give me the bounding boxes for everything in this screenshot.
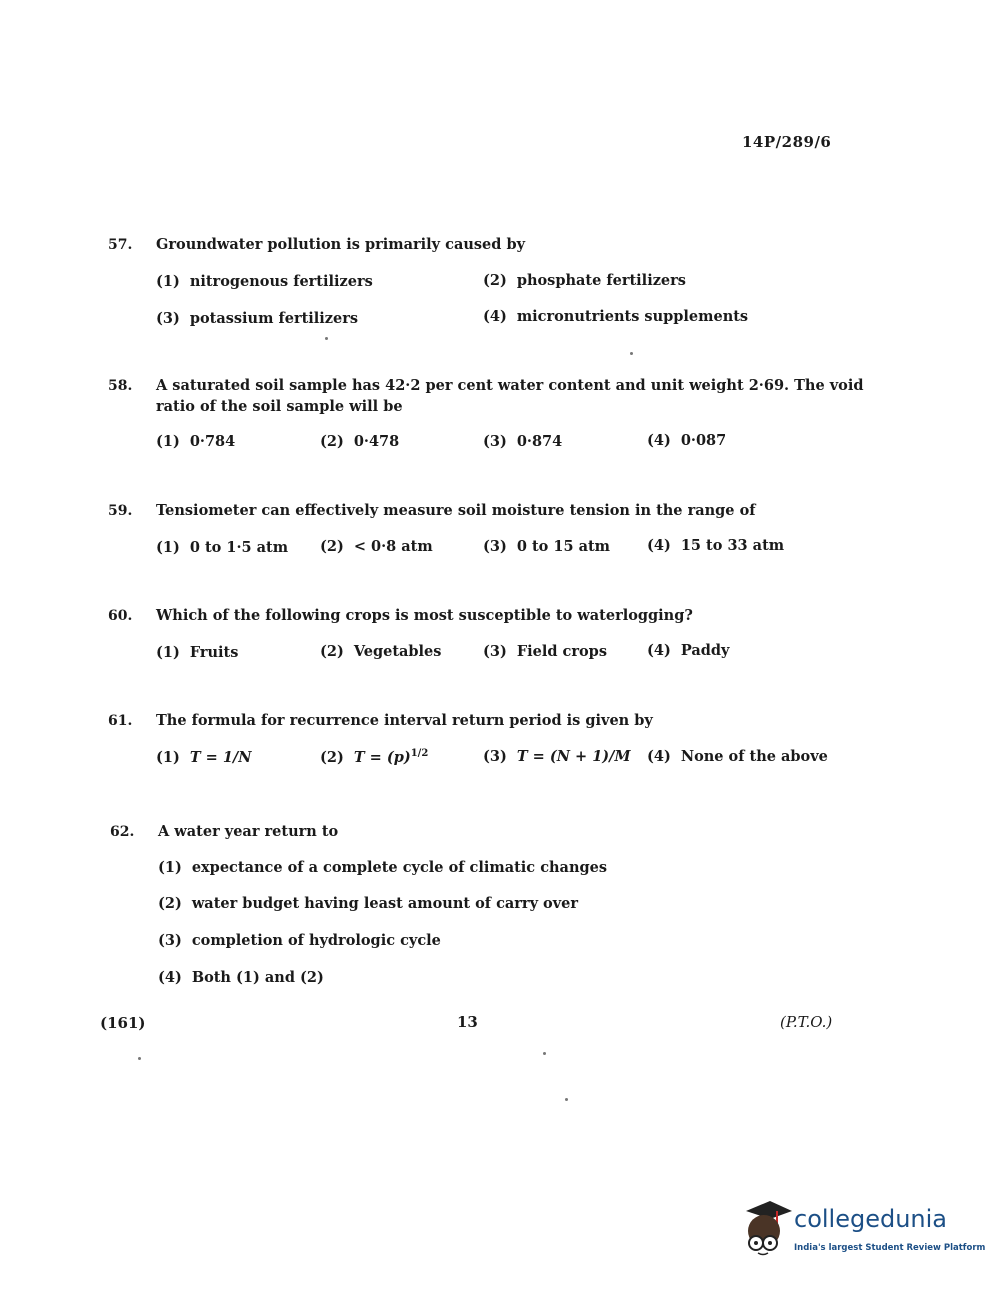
option-text: Fruits: [189, 644, 239, 661]
scan-speck: [138, 1057, 141, 1060]
option: [320, 748, 428, 766]
option: [158, 895, 578, 912]
option-number: (1): [156, 749, 180, 766]
question-number: 57.: [108, 237, 133, 253]
option: [158, 969, 324, 986]
option: [483, 538, 610, 555]
question-text: ratio of the soil sample will be: [156, 398, 403, 415]
option: [483, 433, 562, 450]
logo-tagline: India's largest Student Review Platform: [794, 1243, 986, 1253]
option: [158, 932, 441, 949]
option-number: (4): [647, 748, 671, 765]
formula-exponent: 1/2: [410, 748, 429, 759]
option: [483, 643, 607, 660]
option-text: potassium fertilizers: [189, 310, 359, 327]
mascot-icon: [736, 1197, 792, 1259]
paper-code: 14P/289/6: [742, 133, 832, 151]
option-number: (2): [320, 538, 344, 555]
option-text: 0·874: [516, 433, 563, 450]
pto-note: (P.T.O.): [780, 1013, 833, 1031]
question-text: The formula for recurrence interval return period is given by: [156, 712, 653, 729]
option-text: nitrogenous fertilizers: [189, 273, 373, 290]
option-text: 0·478: [353, 433, 400, 450]
footer-code: (161): [100, 1014, 146, 1032]
option: [156, 749, 252, 766]
option-number: (2): [320, 643, 344, 660]
option: [156, 539, 288, 556]
option: [320, 433, 399, 450]
option-number: (3): [483, 538, 507, 555]
option: [483, 308, 748, 325]
option-text: 0 to 1·5 atm: [189, 539, 289, 556]
option-text: < 0·8 atm: [353, 538, 433, 555]
option-number: (3): [483, 643, 507, 660]
option: [156, 644, 238, 661]
option-number: (1): [158, 859, 182, 876]
option: [483, 748, 631, 765]
question-text: A saturated soil sample has 42·2 per cent water content and unit weight 2·69. The void: [156, 377, 864, 394]
option-number: (1): [156, 644, 180, 661]
option-text: 0·087: [680, 432, 727, 449]
option-number: (4): [158, 969, 182, 986]
option-text: 0 to 15 atm: [516, 538, 611, 555]
option-text: Vegetables: [353, 643, 442, 660]
logo-name: collegedunia: [794, 1205, 948, 1233]
option-text: 0·784: [189, 433, 236, 450]
option: [156, 433, 235, 450]
page-number: 13: [457, 1013, 478, 1031]
option-formula: T = (p): [353, 748, 411, 766]
option: [320, 538, 433, 555]
option-text: Both (1) and (2): [191, 969, 324, 986]
option-number: (2): [483, 272, 507, 289]
option-number: (1): [156, 273, 180, 290]
option: [647, 432, 726, 449]
option-text: completion of hydrologic cycle: [191, 932, 441, 949]
option: [156, 310, 358, 327]
collegedunia-logo: [736, 1197, 986, 1267]
question-number: 59.: [108, 503, 133, 519]
scan-speck: [565, 1098, 568, 1101]
option-text: phosphate fertilizers: [516, 272, 686, 289]
option-number: (3): [483, 433, 507, 450]
question-number: 62.: [110, 824, 135, 840]
option-number: (4): [647, 537, 671, 554]
question-number: 60.: [108, 608, 133, 624]
option: [156, 273, 373, 290]
option-number: (1): [156, 539, 180, 556]
option-text: micronutrients supplements: [516, 308, 749, 325]
option-number: (4): [483, 308, 507, 325]
scan-speck: [630, 352, 633, 355]
scan-speck: [325, 337, 328, 340]
option-formula: T = (N + 1)/M: [516, 748, 631, 765]
option-number: (2): [320, 433, 344, 450]
option: [320, 643, 441, 660]
option: [647, 642, 729, 659]
option-number: (2): [158, 895, 182, 912]
option-number: (2): [320, 748, 344, 766]
option-number: (3): [156, 310, 180, 327]
option-text: Paddy: [680, 642, 730, 659]
option-text: water budget having least amount of carry over: [191, 895, 579, 912]
option-formula: T = 1/N: [189, 749, 252, 766]
option: [647, 537, 784, 554]
question-text: Which of the following crops is most susceptible to waterlogging?: [156, 607, 693, 624]
scan-speck: [543, 1052, 546, 1055]
option-number: (3): [483, 748, 507, 765]
option-text: 15 to 33 atm: [680, 537, 785, 554]
option-number: (4): [647, 432, 671, 449]
question-text: Tensiometer can effectively measure soil moisture tension in the range of: [156, 502, 756, 519]
question-number: 61.: [108, 713, 133, 729]
question-number: 58.: [108, 378, 133, 394]
option: [483, 272, 686, 289]
option-number: (4): [647, 642, 671, 659]
option-text: None of the above: [680, 748, 828, 765]
option-number: (3): [158, 932, 182, 949]
option: [158, 859, 607, 876]
question-text: Groundwater pollution is primarily caused by: [156, 236, 526, 253]
question-text: A water year return to: [158, 823, 339, 840]
option-text: expectance of a complete cycle of climatic changes: [191, 859, 608, 876]
option-text: Field crops: [516, 643, 607, 660]
option-number: (1): [156, 433, 180, 450]
option: [647, 748, 828, 765]
